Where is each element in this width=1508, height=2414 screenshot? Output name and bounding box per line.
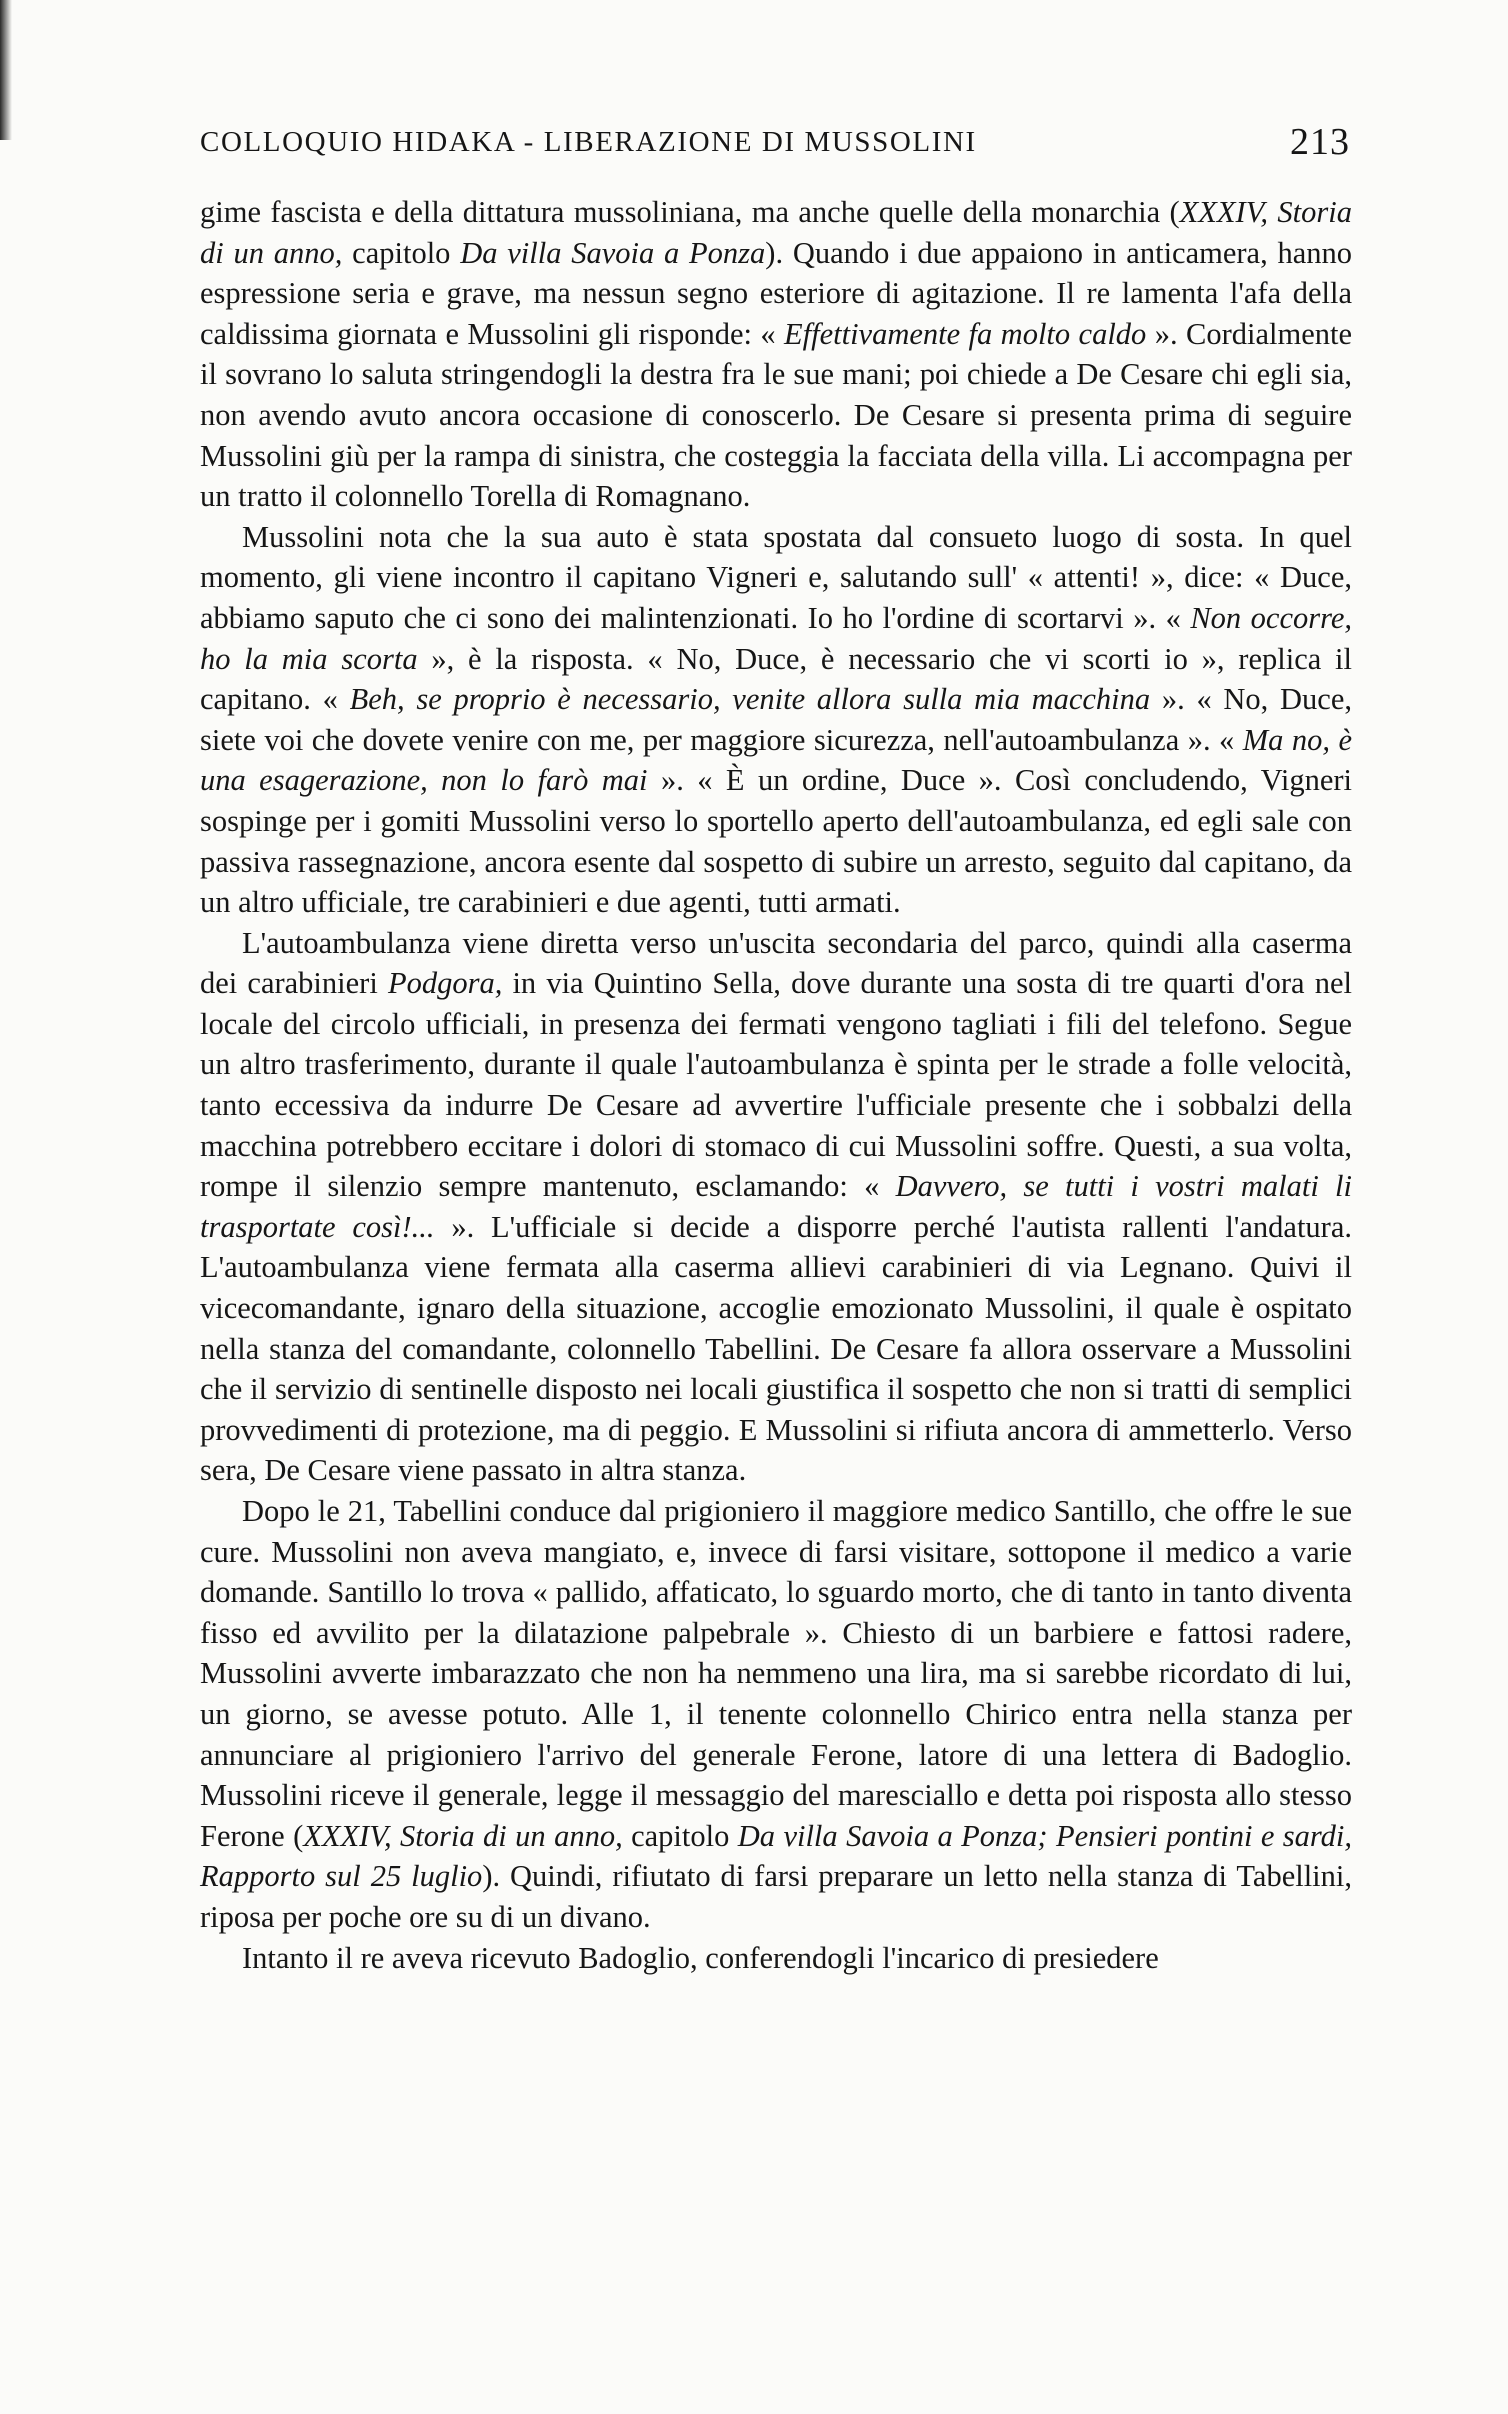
italic-text: Non occorre, ho la mia scorta bbox=[200, 600, 1352, 676]
paragraph bbox=[200, 923, 1352, 1491]
italic-text: Podgora, bbox=[387, 966, 503, 1001]
italic-text: Davvero, se tutti i vostri malati li trasportate così!... bbox=[200, 1169, 1352, 1244]
text-run: capitolo bbox=[622, 1818, 738, 1853]
text-run: capitolo bbox=[342, 235, 461, 270]
text-run: ». « No, Duce, siete voi che dovete venire con me, per maggiore sicurezza, nell'autoambulanza ». « bbox=[200, 682, 1352, 757]
body-text bbox=[200, 192, 1352, 1978]
italic-text: Beh, se proprio è necessario, venite allora sulla mia macchina bbox=[349, 682, 1151, 717]
paragraph bbox=[200, 1938, 1352, 1979]
text-run: gime fascista e della dittatura mussoliniana, ma anche quelle della monarchia ( bbox=[200, 195, 1180, 229]
paragraph bbox=[200, 192, 1352, 517]
text-run: L'autoambulanza viene diretta verso un'uscita secondaria del parco, quindi alla caserma dei carabinieri bbox=[200, 925, 1352, 1001]
text-run: », è la risposta. « No, Duce, è necessario che vi scorti io », replica il capitano. « bbox=[200, 641, 1353, 717]
text-run: ). Quando i due appaiono in anticamera, hanno espressione seria e grave, ma nessun segno esteriore di agitazione. Il re lamenta l'afa della caldissima giornata e Mussolini gli risponde: « bbox=[200, 235, 1353, 351]
italic-text: Da villa Savoia a Ponza bbox=[460, 235, 766, 270]
text-run: Mussolini nota che la sua auto è stata spostata dal consueto luogo di sosta. In quel momento, gli viene incontro il capitano Vigneri e, salutando sull' « attenti! », dice: « Duce, abbiamo saputo che ci sono dei malintenzionati. Io ho l'ordine di scortarvi ». « bbox=[200, 519, 1352, 635]
text-run: Intanto il re aveva ricevuto Badoglio, conferendogli l'incarico di presiedere bbox=[242, 1940, 1159, 1975]
italic-text: Da villa Savoia a Ponza; Pensieri pontini e sardi, Rapporto sul 25 luglio bbox=[200, 1818, 1352, 1894]
page-header bbox=[200, 116, 1350, 176]
text-run: ». L'ufficiale si decide a disporre perché l'autista rallenti l'andatura. L'autoambulanza viene fermata alla caserma allievi carabinieri di via Legnano. Quivi il vicecomandante, ignaro della situazione, accoglie emozionato Mussolini, il quale è ospitato nella stanza del comandante, colonnello Tabellini. De Cesare fa allora osservare a Mussolini che il servizio di sentinelle disposto nei locali giustifica il sospetto che non si tratti di semplici provvedimenti di protezione, ma di peggio. E Mussolini si rifiuta ancora di ammetterlo. Verso sera, De Cesare viene passato in altra stanza. bbox=[200, 1209, 1352, 1488]
text-run: ». « È un ordine, Duce ». Così concludendo, Vigneri sospinge per i gomiti Mussolini verso lo sportello aperto dell'autoambulanza, ed egli sale con passiva rassegnazione, ancora esente dal sospetto di subire un arresto, seguito dal capitano, da un altro ufficiale, tre carabinieri e due agenti, tutti armati. bbox=[200, 763, 1352, 920]
italic-text: XXXIV, Storia di un anno, bbox=[303, 1818, 623, 1853]
scan-edge-shadow bbox=[0, 0, 12, 140]
page-number: 213 bbox=[1290, 121, 1350, 163]
paragraph bbox=[200, 517, 1352, 923]
text-run: in via Quintino Sella, dove durante una sosta di tre quarti d'ora nel locale del circolo ufficiali, in presenza dei fermati vengono tagliati i fili del telefono. Segue un altro trasferimento, durante il quale l'autoambulanza è spinta per le strade a folle velocità, tanto eccessiva da indurre De Cesare ad avvertire l'ufficiale presente che i sobbalzi della macchina potrebbero eccitare i dolori di stomaco di cui Mussolini soffre. Questi, a sua volta, rompe il silenzio sempre mantenuto, esclamando: « bbox=[200, 966, 1352, 1204]
italic-text: XXXIV, Storia di un anno, bbox=[200, 195, 1352, 270]
italic-text: Effettivamente fa molto caldo bbox=[784, 316, 1147, 351]
scan-corner-mark bbox=[0, 2366, 34, 2406]
italic-text: Ma no, è una esagerazione, non lo farò mai bbox=[200, 722, 1352, 798]
paragraph bbox=[200, 1491, 1352, 1938]
text-run: Dopo le 21, Tabellini conduce dal prigioniero il maggiore medico Santillo, che offre le sue cure. Mussolini non aveva mangiato, e, invece di farsi visitare, sottopone il medico a varie domande. Santillo lo trova « pallido, affaticato, lo sguardo morto, che di tanto in tanto diventa fisso ed avvilito per la dilatazione palpebrale ». Chiesto di un barbiere e fattosi radere, Mussolini avverte imbarazzato che non ha nemmeno una lira, ma si sarebbe ricordato di lui, un giorno, se avesse potuto. Alle 1, il tenente colonnello Chirico entra nella stanza per annunciare al prigioniero l'arrivo del generale Ferone, latore di una lettera di Badoglio. Mussolini riceve il generale, legge il messaggio del maresciallo e detta poi risposta allo stesso Ferone ( bbox=[200, 1494, 1352, 1853]
running-head: COLLOQUIO HIDAKA - LIBERAZIONE DI MUSSOLINI bbox=[200, 126, 977, 158]
text-run: ». Cordialmente il sovrano lo saluta stringendogli la destra fra le sue mani; poi chiede a De Cesare chi egli sia, non avendo avuto ancora occasione di conoscerlo. De Cesare si presenta prima di seguire Mussolini giù per la rampa di sinistra, che costeggia la facciata della villa. Li accompagna per un tratto il colonnello Torella di Romagnano. bbox=[200, 316, 1352, 514]
text-run: ). Quindi, rifiutato di farsi preparare un letto nella stanza di Tabellini, riposa per poche ore su di un divano. bbox=[200, 1859, 1352, 1934]
